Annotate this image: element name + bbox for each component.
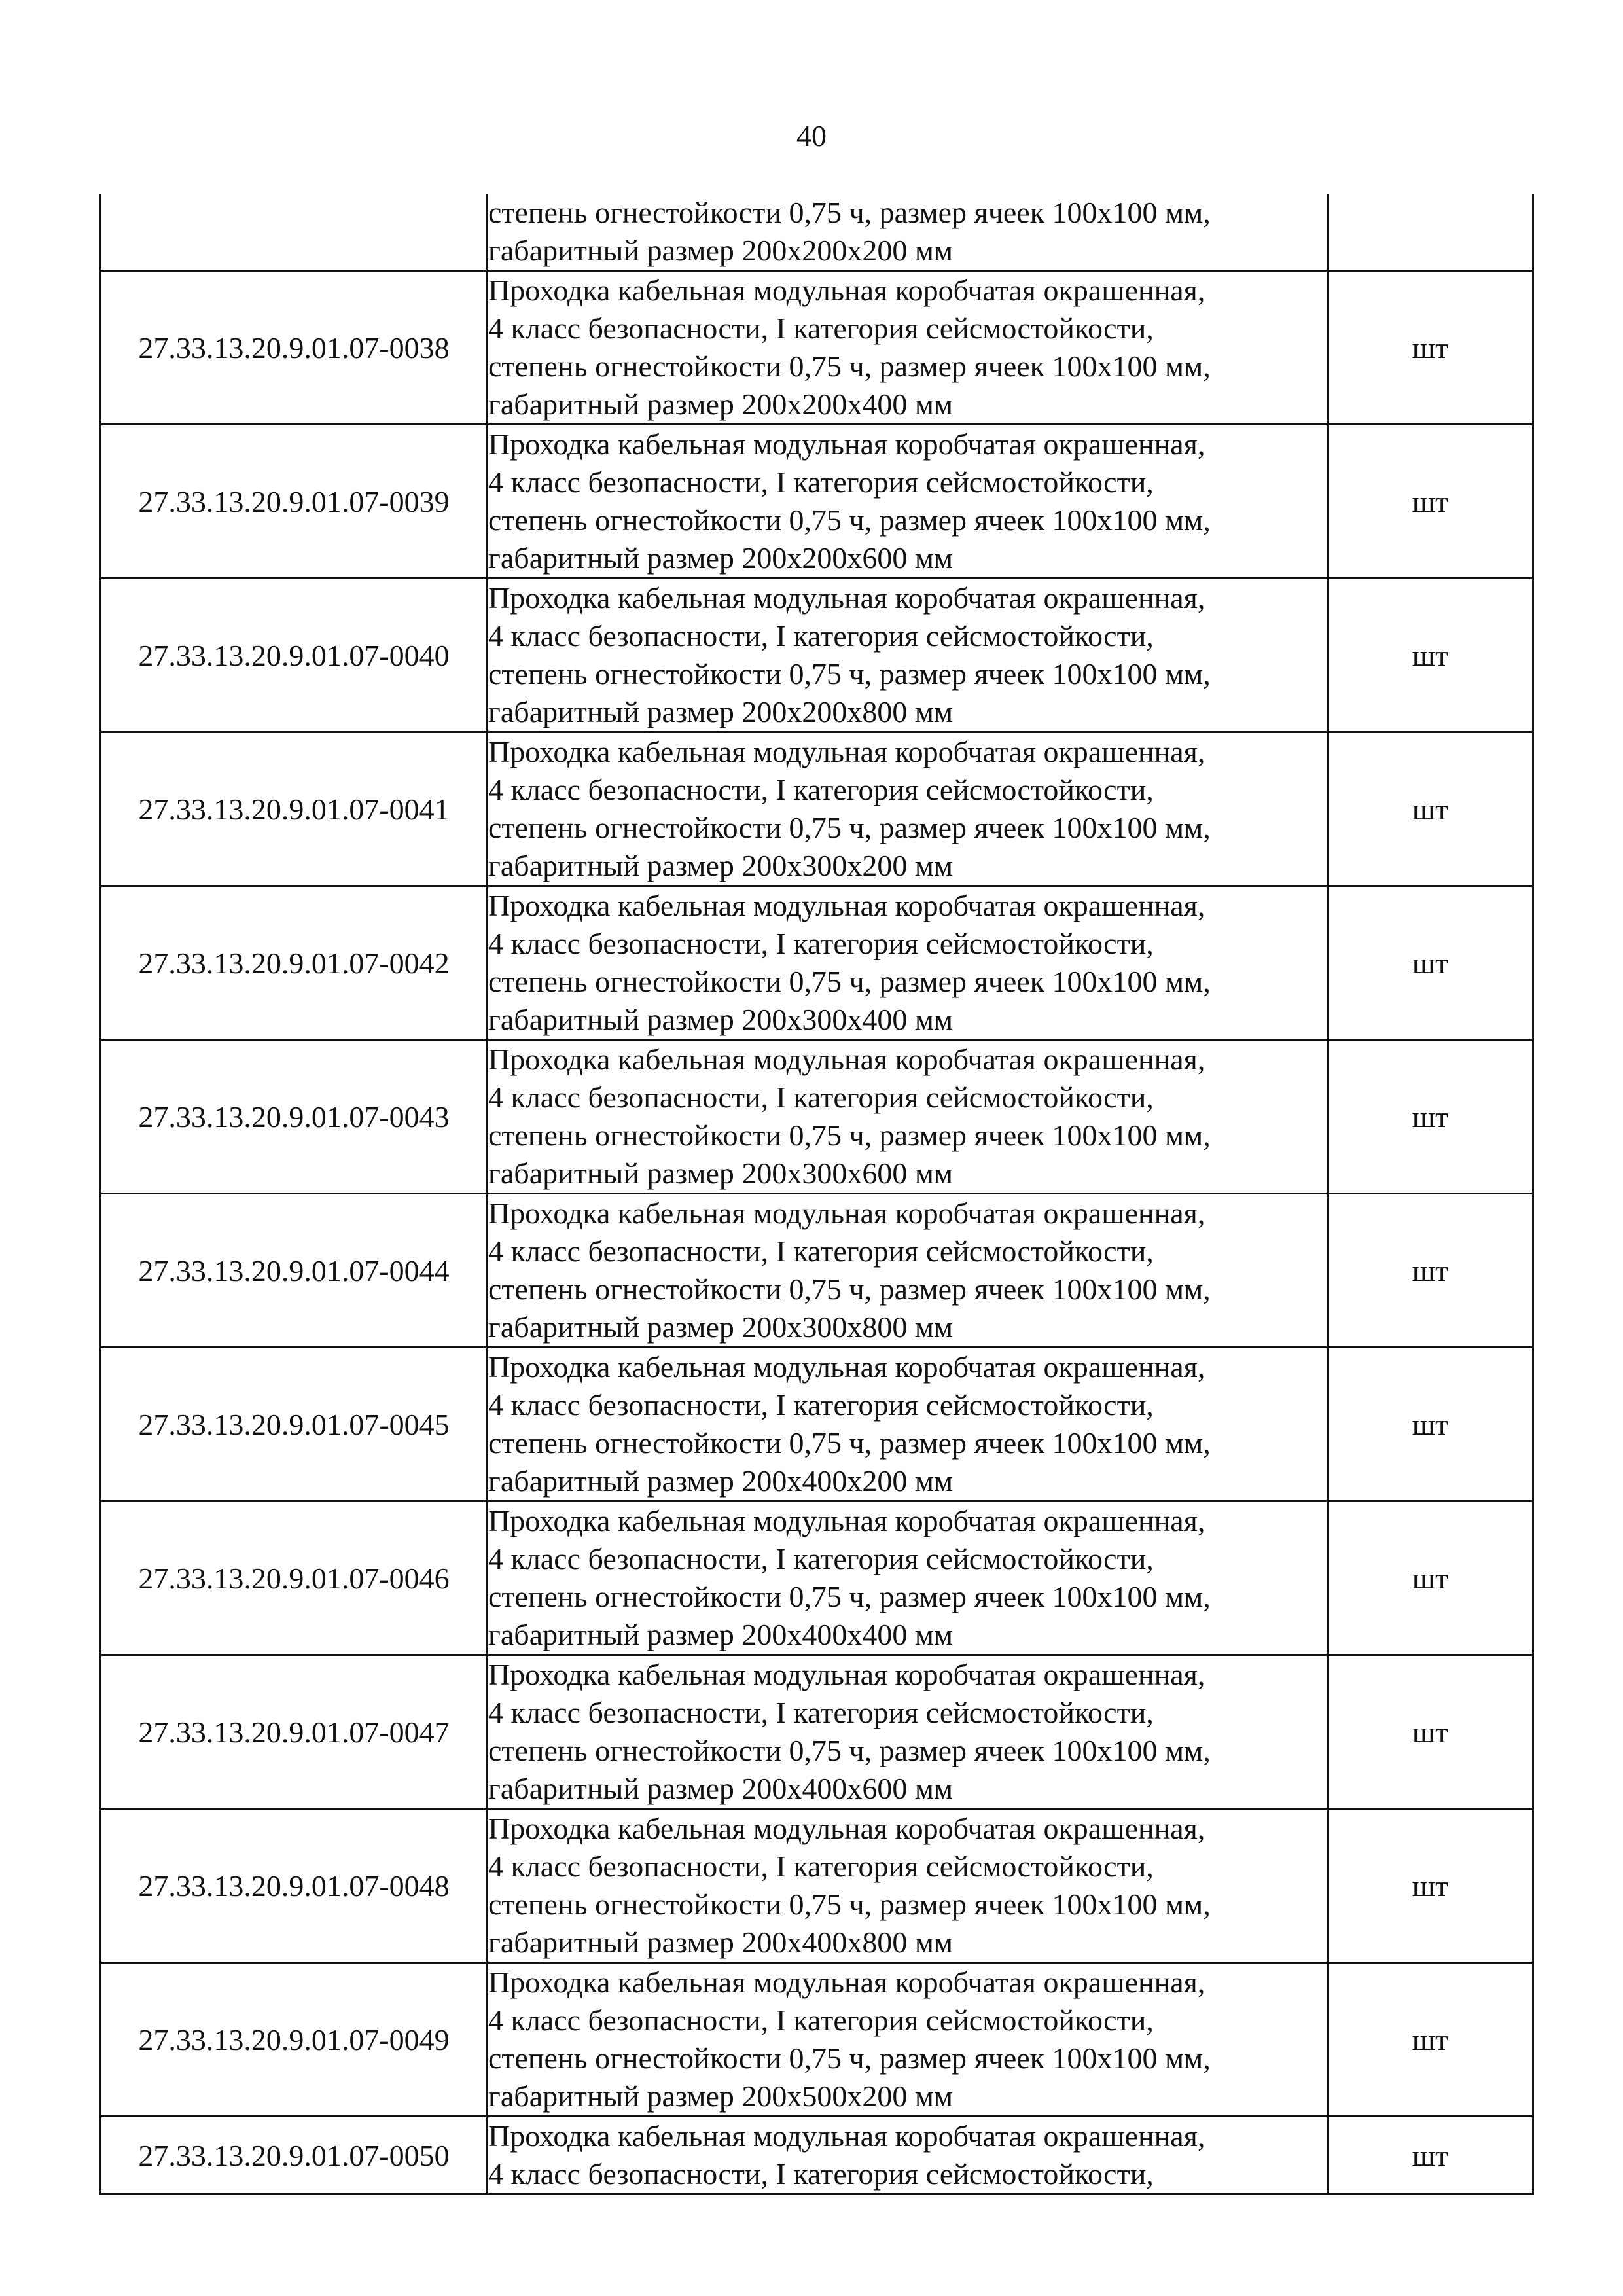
description-line: габаритный размер 200х400х600 мм [488, 1772, 954, 1805]
resource-unit: шт [1328, 1040, 1533, 1194]
description-line: степень огнестойкости 0,75 ч, размер ячеек 100х100 мм, [488, 965, 1211, 998]
description-line: Проходка кабельная модульная коробчатая окрашенная, [488, 1043, 1205, 1076]
resource-unit: шт [1328, 1963, 1533, 2117]
description-line: степень огнестойкости 0,75 ч, размер ячеек 100х100 мм, [488, 196, 1211, 229]
description-line: 4 класс безопасности, I категория сейсмостойкости, [488, 1850, 1154, 1883]
description-line: степень огнестойкости 0,75 ч, размер ячеек 100х100 мм, [488, 350, 1211, 383]
resource-description [488, 1194, 1328, 1348]
table-row [101, 1655, 1533, 1809]
description-line: степень огнестойкости 0,75 ч, размер ячеек 100х100 мм, [488, 657, 1211, 691]
description-line: габаритный размер 200х300х600 мм [488, 1157, 954, 1190]
description-line: 4 класс безопасности, I категория сейсмостойкости, [488, 1542, 1154, 1575]
page-number: 40 [796, 119, 827, 152]
resource-code: 27.33.13.20.9.01.07-0041 [101, 732, 488, 886]
description-line: Проходка кабельная модульная коробчатая окрашенная, [488, 1350, 1205, 1384]
description-line: габаритный размер 200х200х200 мм [488, 234, 954, 267]
description-line: Проходка кабельная модульная коробчатая окрашенная, [488, 1812, 1205, 1845]
resource-code [101, 194, 488, 271]
description-line: 4 класс безопасности, I категория сейсмостойкости, [488, 1696, 1154, 1729]
description-line: степень огнестойкости 0,75 ч, размер ячеек 100х100 мм, [488, 1580, 1211, 1613]
resource-unit: шт [1328, 1501, 1533, 1655]
resource-description [488, 1348, 1328, 1501]
table-row [101, 1194, 1533, 1348]
table-row [101, 1963, 1533, 2117]
resource-unit: шт [1328, 886, 1533, 1040]
description-line: 4 класс безопасности, I категория сейсмостойкости, [488, 1081, 1154, 1114]
resource-table [99, 194, 1534, 2195]
description-line: степень огнестойкости 0,75 ч, размер ячеек 100х100 мм, [488, 811, 1211, 844]
resource-code: 27.33.13.20.9.01.07-0048 [101, 1809, 488, 1963]
resource-unit: шт [1328, 732, 1533, 886]
description-line: Проходка кабельная модульная коробчатая окрашенная, [488, 581, 1205, 615]
resource-unit: шт [1328, 579, 1533, 732]
description-line: 4 класс безопасности, I категория сейсмостойкости, [488, 2003, 1154, 2037]
resource-code: 27.33.13.20.9.01.07-0039 [101, 425, 488, 579]
description-line: степень огнестойкости 0,75 ч, размер ячеек 100х100 мм, [488, 1119, 1211, 1152]
description-line: габаритный размер 200х500х200 мм [488, 2079, 954, 2113]
resource-code: 27.33.13.20.9.01.07-0047 [101, 1655, 488, 1809]
resource-code: 27.33.13.20.9.01.07-0043 [101, 1040, 488, 1194]
resource-table-body [101, 194, 1533, 2195]
description-line: габаритный размер 200х200х800 мм [488, 695, 954, 728]
description-line: степень огнестойкости 0,75 ч, размер ячеек 100х100 мм, [488, 1272, 1211, 1306]
description-line: 4 класс безопасности, I категория сейсмостойкости, [488, 312, 1154, 345]
description-line: 4 класс безопасности, I категория сейсмостойкости, [488, 465, 1154, 499]
description-line: степень огнестойкости 0,75 ч, размер ячеек 100х100 мм, [488, 1426, 1211, 1460]
resource-description [488, 271, 1328, 425]
description-line: габаритный размер 200х300х200 мм [488, 849, 954, 882]
description-line: степень огнестойкости 0,75 ч, размер ячеек 100х100 мм, [488, 503, 1211, 537]
description-line: габаритный размер 200х400х800 мм [488, 1926, 954, 1959]
description-line: 4 класс безопасности, I категория сейсмостойкости, [488, 619, 1154, 653]
resource-unit: шт [1328, 1194, 1533, 1348]
resource-description [488, 1501, 1328, 1655]
table-row [101, 271, 1533, 425]
resource-description [488, 1040, 1328, 1194]
table-row [101, 732, 1533, 886]
resource-code: 27.33.13.20.9.01.07-0049 [101, 1963, 488, 2117]
resource-unit [1328, 194, 1533, 271]
description-line: Проходка кабельная модульная коробчатая окрашенная, [488, 2119, 1205, 2153]
description-line: габаритный размер 200х300х800 мм [488, 1310, 954, 1344]
resource-description [488, 2117, 1328, 2195]
table-row [101, 886, 1533, 1040]
description-line: 4 класс безопасности, I категория сейсмостойкости, [488, 773, 1154, 806]
resource-unit: шт [1328, 1348, 1533, 1501]
description-line: степень огнестойкости 0,75 ч, размер ячеек 100х100 мм, [488, 1734, 1211, 1767]
description-line: Проходка кабельная модульная коробчатая окрашенная, [488, 1965, 1205, 1999]
resource-description [488, 1655, 1328, 1809]
resource-description [488, 1963, 1328, 2117]
description-line: Проходка кабельная модульная коробчатая окрашенная, [488, 427, 1205, 461]
description-line: 4 класс безопасности, I категория сейсмостойкости, [488, 1234, 1154, 1268]
description-line: Проходка кабельная модульная коробчатая окрашенная, [488, 889, 1205, 922]
resource-unit: шт [1328, 1655, 1533, 1809]
description-line: габаритный размер 200х200х400 мм [488, 387, 954, 421]
table-row [101, 1501, 1533, 1655]
resource-unit: шт [1328, 271, 1533, 425]
resource-description [488, 732, 1328, 886]
table-row [101, 425, 1533, 579]
resource-code: 27.33.13.20.9.01.07-0042 [101, 886, 488, 1040]
description-line: Проходка кабельная модульная коробчатая окрашенная, [488, 1504, 1205, 1537]
resource-description [488, 579, 1328, 732]
description-line: Проходка кабельная модульная коробчатая окрашенная, [488, 1658, 1205, 1691]
description-line: Проходка кабельная модульная коробчатая окрашенная, [488, 735, 1205, 768]
description-line: габаритный размер 200х300х400 мм [488, 1003, 954, 1036]
resource-description [488, 1809, 1328, 1963]
description-line: габаритный размер 200х200х600 мм [488, 541, 954, 575]
description-line: степень огнестойкости 0,75 ч, размер ячеек 100х100 мм, [488, 1888, 1211, 1921]
resource-code: 27.33.13.20.9.01.07-0046 [101, 1501, 488, 1655]
resource-code: 27.33.13.20.9.01.07-0045 [101, 1348, 488, 1501]
resource-code: 27.33.13.20.9.01.07-0038 [101, 271, 488, 425]
description-line: 4 класс безопасности, I категория сейсмостойкости, [488, 2157, 1154, 2191]
resource-code: 27.33.13.20.9.01.07-0044 [101, 1194, 488, 1348]
resource-unit: шт [1328, 2117, 1533, 2195]
resource-unit: шт [1328, 1809, 1533, 1963]
description-line: габаритный размер 200х400х400 мм [488, 1618, 954, 1651]
table-row-continued [101, 194, 1533, 271]
table-row [101, 1040, 1533, 1194]
resource-description [488, 194, 1328, 271]
resource-code: 27.33.13.20.9.01.07-0040 [101, 579, 488, 732]
resource-description [488, 886, 1328, 1040]
description-line: габаритный размер 200х400х200 мм [488, 1464, 954, 1498]
resource-code: 27.33.13.20.9.01.07-0050 [101, 2117, 488, 2195]
description-line: Проходка кабельная модульная коробчатая окрашенная, [488, 1196, 1205, 1230]
table-row [101, 1809, 1533, 1963]
table-row [101, 579, 1533, 732]
resource-unit: шт [1328, 425, 1533, 579]
table-row [101, 1348, 1533, 1501]
description-line: 4 класс безопасности, I категория сейсмостойкости, [488, 1388, 1154, 1422]
resource-description [488, 425, 1328, 579]
table-row [101, 2117, 1533, 2195]
description-line: Проходка кабельная модульная коробчатая окрашенная, [488, 274, 1205, 307]
description-line: 4 класс безопасности, I категория сейсмостойкости, [488, 927, 1154, 960]
description-line: степень огнестойкости 0,75 ч, размер ячеек 100х100 мм, [488, 2041, 1211, 2075]
